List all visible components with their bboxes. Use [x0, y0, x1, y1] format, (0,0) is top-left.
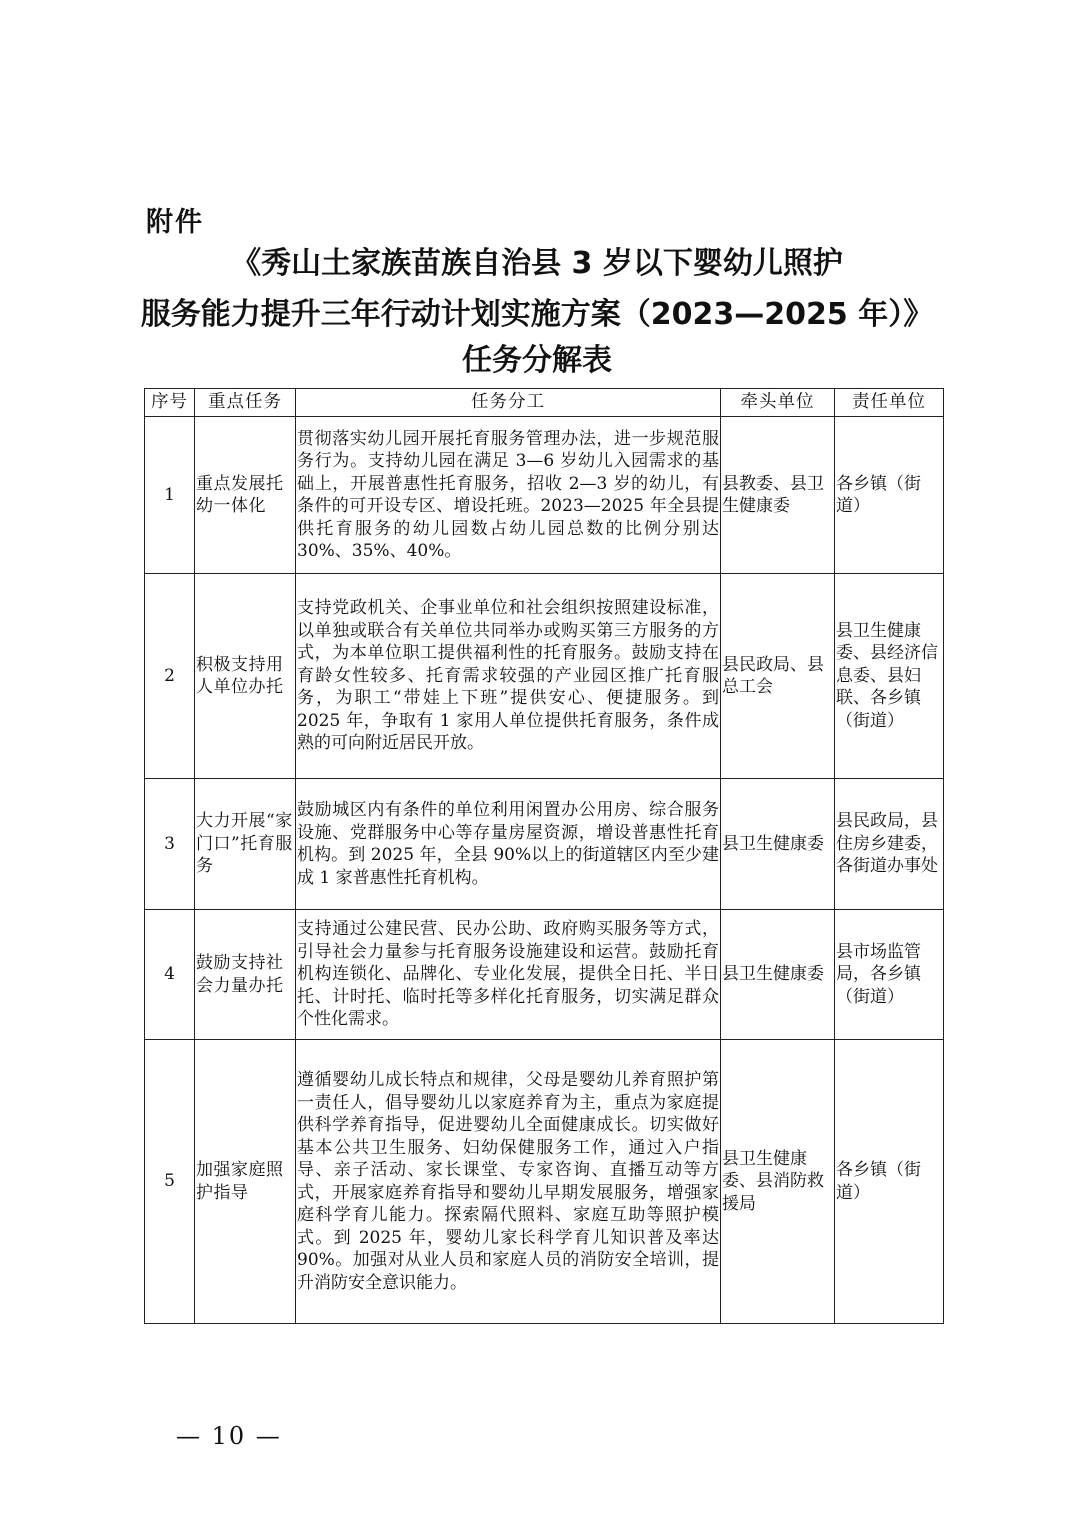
table-header-row [145, 389, 944, 417]
document-title-line-2: 服务能力提升三年行动计划实施方案（2023—2025 年）》 [140, 297, 934, 332]
table-row [145, 910, 944, 1040]
key-task-cell: 积极支持用人单位办托 [195, 574, 296, 779]
column-header-division: 任务分工 [296, 389, 721, 417]
row-number: 2 [145, 574, 195, 779]
lead-unit-cell: 县教委、县卫生健康委 [721, 417, 835, 574]
responsible-unit-cell: 县市场监管局，各乡镇（街道） [835, 910, 944, 1040]
task-division-cell: 支持党政机关、企事业单位和社会组织按照建设标准，以单独或联合有关单位共同举办或购买第三方服务的方式，为本单位职工提供福利性的托育服务。鼓励支持在育龄女性较多、托育需求较强的产业园区推广托育服务，为职工“带娃上下班”提供安心、便捷服务。到 2025 年，争取有 1 家用人单位提供托育服务，条件成熟的可向附近居民开放。 [296, 574, 721, 779]
column-header-lead-unit: 牵头单位 [721, 389, 835, 417]
row-number: 1 [145, 417, 195, 574]
task-division-cell: 贯彻落实幼儿园开展托育服务管理办法，进一步规范服务行为。支持幼儿园在满足 3—6 岁幼儿入园需求的基础上，开展普惠性托育服务，招收 2—3 岁的幼儿，有条件的可开设专区、增设托班。2023—2025 年全县提供托育服务的幼儿园数占幼儿园总数的比例分别达 30%、35%、40%。 [296, 417, 721, 574]
lead-unit-cell: 县民政局、县总工会 [721, 574, 835, 779]
responsible-unit-cell: 各乡镇（街道） [835, 417, 944, 574]
row-number: 5 [145, 1040, 195, 1324]
page-number: — 10 — [176, 1422, 282, 1450]
attachment-label: 附件 [146, 207, 204, 238]
key-task-cell: 鼓励支持社会力量办托 [195, 910, 296, 1040]
column-header-key-task: 重点任务 [195, 389, 296, 417]
document-title-line-3: 任务分解表 [462, 343, 612, 378]
table-row [145, 574, 944, 779]
responsible-unit-cell: 各乡镇（街道） [835, 1040, 944, 1324]
document-title-line-1: 《秀山土家族苗族自治县 3 岁以下婴幼儿照护 [231, 246, 843, 281]
key-task-cell: 加强家庭照护指导 [195, 1040, 296, 1324]
key-task-cell: 大力开展“家门口”托育服务 [195, 779, 296, 910]
table-row [145, 417, 944, 574]
lead-unit-cell: 县卫生健康委 [721, 779, 835, 910]
task-division-cell: 支持通过公建民营、民办公助、政府购买服务等方式，引导社会力量参与托育服务设施建设和运营。鼓励托育机构连锁化、品牌化、专业化发展，提供全日托、半日托、计时托、临时托等多样化托育服务，切实满足群众个性化需求。 [296, 910, 721, 1040]
lead-unit-cell: 县卫生健康委、县消防救援局 [721, 1040, 835, 1324]
column-header-responsible-unit: 责任单位 [835, 389, 944, 417]
row-number: 4 [145, 910, 195, 1040]
row-number: 3 [145, 779, 195, 910]
column-header-no: 序号 [145, 389, 195, 417]
table-row [145, 779, 944, 910]
responsible-unit-cell: 县卫生健康委、县经济信息委、县妇联、各乡镇（街道） [835, 574, 944, 779]
task-division-cell: 遵循婴幼儿成长特点和规律，父母是婴幼儿养育照护第一责任人，倡导婴幼儿以家庭养育为主，重点为家庭提供科学养育指导，促进婴幼儿全面健康成长。切实做好基本公共卫生服务、妇幼保健服务工作，通过入户指导、亲子活动、家长课堂、专家咨询、直播互动等方式，开展家庭养育指导和婴幼儿早期发展服务，增强家庭科学育儿能力。探索隔代照料、家庭互助等照护模式。到 2025 年，婴幼儿家长科学育儿知识普及率达 90%。加强对从业人员和家庭人员的消防安全培训，提升消防安全意识能力。 [296, 1040, 721, 1324]
key-task-cell: 重点发展托幼一体化 [195, 417, 296, 574]
task-division-cell: 鼓励城区内有条件的单位利用闲置办公用房、综合服务设施、党群服务中心等存量房屋资源，增设普惠性托育机构。到 2025 年，全县 90%以上的街道辖区内至少建成 1 家普惠性托育机构。 [296, 779, 721, 910]
responsible-unit-cell: 县民政局，县住房乡建委，各街道办事处 [835, 779, 944, 910]
lead-unit-cell: 县卫生健康委 [721, 910, 835, 1040]
table-row [145, 1040, 944, 1324]
task-breakdown-table [144, 388, 944, 1324]
